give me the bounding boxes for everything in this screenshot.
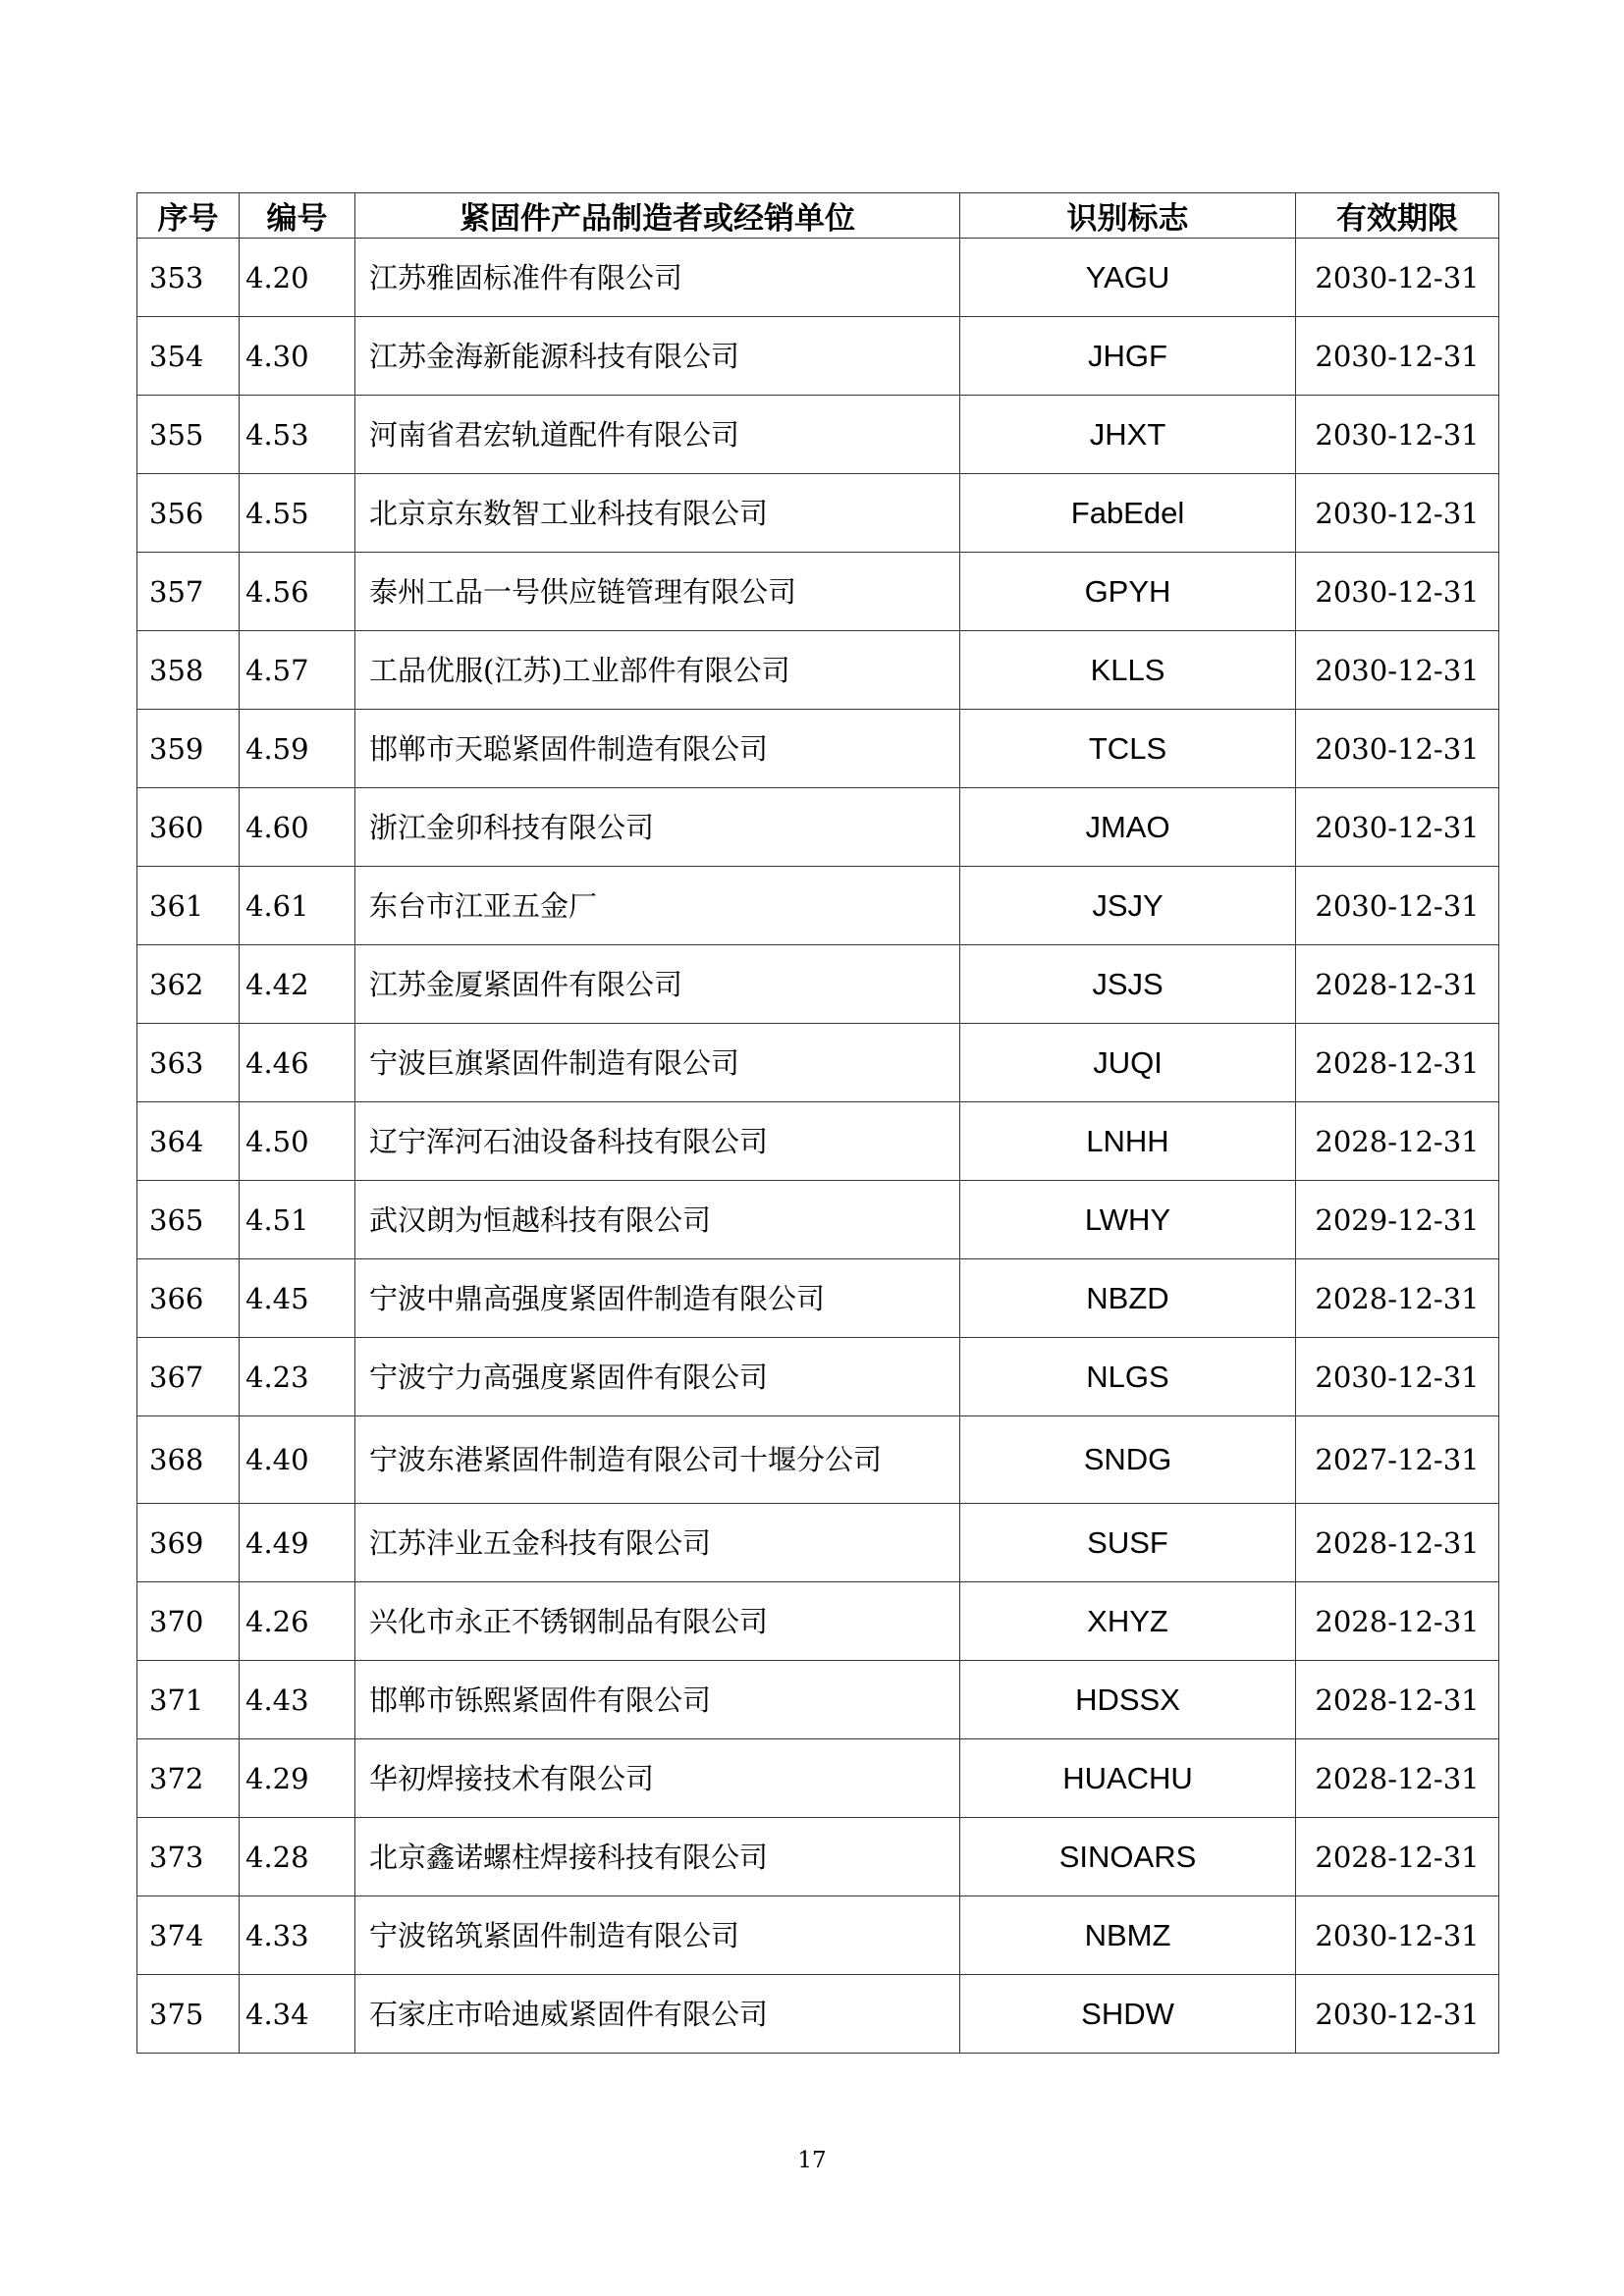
cell-seq: 363 [137, 1024, 240, 1102]
cell-mark: FabEdel [960, 474, 1296, 553]
cell-validity: 2030-12-31 [1296, 553, 1499, 631]
cell-unit: 宁波宁力高强度紧固件有限公司 [355, 1338, 960, 1416]
cell-code: 4.40 [240, 1416, 355, 1504]
registry-table [136, 192, 1499, 2054]
cell-unit: 北京京东数智工业科技有限公司 [355, 474, 960, 553]
cell-unit: 宁波中鼎高强度紧固件制造有限公司 [355, 1259, 960, 1338]
page-number: 17 [797, 2148, 827, 2173]
table-row [137, 1259, 1499, 1338]
cell-seq: 359 [137, 710, 240, 788]
table-row [137, 945, 1499, 1024]
cell-mark: JSJS [960, 945, 1296, 1024]
cell-validity: 2030-12-31 [1296, 1896, 1499, 1975]
cell-validity: 2028-12-31 [1296, 1582, 1499, 1661]
cell-unit: 北京鑫诺螺柱焊接科技有限公司 [355, 1818, 960, 1896]
cell-code: 4.23 [240, 1338, 355, 1416]
cell-seq: 367 [137, 1338, 240, 1416]
table-row [137, 867, 1499, 945]
cell-validity: 2030-12-31 [1296, 474, 1499, 553]
cell-code: 4.30 [240, 317, 355, 396]
cell-seq: 355 [137, 396, 240, 474]
cell-seq: 353 [137, 239, 240, 317]
cell-seq: 360 [137, 788, 240, 867]
cell-mark: NBMZ [960, 1896, 1296, 1975]
cell-unit: 宁波东港紧固件制造有限公司十堰分公司 [355, 1416, 960, 1504]
cell-seq: 364 [137, 1102, 240, 1181]
cell-validity: 2030-12-31 [1296, 317, 1499, 396]
table-row [137, 1338, 1499, 1416]
cell-unit: 泰州工品一号供应链管理有限公司 [355, 553, 960, 631]
table-row [137, 1739, 1499, 1818]
cell-validity: 2028-12-31 [1296, 1024, 1499, 1102]
header-seq: 序号 [137, 193, 240, 239]
cell-code: 4.28 [240, 1818, 355, 1896]
header-code: 编号 [240, 193, 355, 239]
cell-validity: 2030-12-31 [1296, 1975, 1499, 2054]
cell-mark: NBZD [960, 1259, 1296, 1338]
cell-mark: XHYZ [960, 1582, 1296, 1661]
table-row [137, 553, 1499, 631]
cell-validity: 2028-12-31 [1296, 1818, 1499, 1896]
cell-unit: 宁波铭筑紧固件制造有限公司 [355, 1896, 960, 1975]
cell-code: 4.34 [240, 1975, 355, 2054]
cell-seq: 358 [137, 631, 240, 710]
cell-seq: 373 [137, 1818, 240, 1896]
cell-validity: 2030-12-31 [1296, 631, 1499, 710]
cell-code: 4.51 [240, 1181, 355, 1259]
cell-mark: SUSF [960, 1504, 1296, 1582]
cell-seq: 371 [137, 1661, 240, 1739]
table-row [137, 1504, 1499, 1582]
cell-seq: 354 [137, 317, 240, 396]
table-row [137, 1416, 1499, 1504]
table-row [137, 474, 1499, 553]
table-row [137, 788, 1499, 867]
cell-validity: 2028-12-31 [1296, 1739, 1499, 1818]
cell-seq: 370 [137, 1582, 240, 1661]
header-mark: 识别标志 [960, 193, 1296, 239]
cell-seq: 361 [137, 867, 240, 945]
cell-code: 4.42 [240, 945, 355, 1024]
table-row [137, 1896, 1499, 1975]
cell-mark: JUQI [960, 1024, 1296, 1102]
cell-code: 4.59 [240, 710, 355, 788]
cell-unit: 江苏金海新能源科技有限公司 [355, 317, 960, 396]
cell-unit: 华初焊接技术有限公司 [355, 1739, 960, 1818]
cell-mark: JHXT [960, 396, 1296, 474]
cell-validity: 2030-12-31 [1296, 1338, 1499, 1416]
cell-code: 4.46 [240, 1024, 355, 1102]
cell-code: 4.60 [240, 788, 355, 867]
cell-mark: TCLS [960, 710, 1296, 788]
cell-code: 4.55 [240, 474, 355, 553]
cell-seq: 372 [137, 1739, 240, 1818]
cell-unit: 石家庄市哈迪威紧固件有限公司 [355, 1975, 960, 2054]
table-row [137, 710, 1499, 788]
table-row [137, 1661, 1499, 1739]
cell-unit: 河南省君宏轨道配件有限公司 [355, 396, 960, 474]
cell-mark: KLLS [960, 631, 1296, 710]
cell-code: 4.49 [240, 1504, 355, 1582]
cell-unit: 宁波巨旗紧固件制造有限公司 [355, 1024, 960, 1102]
table-row [137, 1818, 1499, 1896]
cell-unit: 江苏沣业五金科技有限公司 [355, 1504, 960, 1582]
cell-mark: LNHH [960, 1102, 1296, 1181]
cell-validity: 2030-12-31 [1296, 396, 1499, 474]
cell-code: 4.45 [240, 1259, 355, 1338]
table-row [137, 631, 1499, 710]
table-row [137, 1024, 1499, 1102]
table-row [137, 239, 1499, 317]
cell-unit: 邯郸市铄熙紧固件有限公司 [355, 1661, 960, 1739]
cell-code: 4.56 [240, 553, 355, 631]
cell-seq: 365 [137, 1181, 240, 1259]
cell-mark: JSJY [960, 867, 1296, 945]
cell-unit: 东台市江亚五金厂 [355, 867, 960, 945]
table-row [137, 1975, 1499, 2054]
cell-validity: 2028-12-31 [1296, 1661, 1499, 1739]
cell-code: 4.43 [240, 1661, 355, 1739]
cell-mark: JMAO [960, 788, 1296, 867]
table-row [137, 1181, 1499, 1259]
cell-validity: 2030-12-31 [1296, 867, 1499, 945]
cell-seq: 374 [137, 1896, 240, 1975]
cell-unit: 邯郸市天聪紧固件制造有限公司 [355, 710, 960, 788]
cell-mark: SNDG [960, 1416, 1296, 1504]
cell-unit: 江苏金厦紧固件有限公司 [355, 945, 960, 1024]
cell-validity: 2028-12-31 [1296, 945, 1499, 1024]
cell-validity: 2030-12-31 [1296, 788, 1499, 867]
cell-unit: 江苏雅固标准件有限公司 [355, 239, 960, 317]
table-row [137, 1582, 1499, 1661]
cell-seq: 369 [137, 1504, 240, 1582]
cell-validity: 2028-12-31 [1296, 1504, 1499, 1582]
header-validity: 有效期限 [1296, 193, 1499, 239]
cell-validity: 2027-12-31 [1296, 1416, 1499, 1504]
cell-mark: HDSSX [960, 1661, 1296, 1739]
cell-seq: 375 [137, 1975, 240, 2054]
cell-validity: 2030-12-31 [1296, 239, 1499, 317]
table-header-row [137, 193, 1499, 239]
cell-mark: HUACHU [960, 1739, 1296, 1818]
cell-code: 4.61 [240, 867, 355, 945]
cell-seq: 357 [137, 553, 240, 631]
cell-seq: 362 [137, 945, 240, 1024]
cell-mark: SHDW [960, 1975, 1296, 2054]
cell-mark: SINOARS [960, 1818, 1296, 1896]
cell-code: 4.57 [240, 631, 355, 710]
cell-unit: 辽宁浑河石油设备科技有限公司 [355, 1102, 960, 1181]
cell-mark: NLGS [960, 1338, 1296, 1416]
cell-validity: 2030-12-31 [1296, 710, 1499, 788]
cell-unit: 武汉朗为恒越科技有限公司 [355, 1181, 960, 1259]
cell-mark: GPYH [960, 553, 1296, 631]
cell-code: 4.26 [240, 1582, 355, 1661]
table-body [137, 239, 1499, 2054]
header-unit: 紧固件产品制造者或经销单位 [355, 193, 960, 239]
cell-validity: 2028-12-31 [1296, 1259, 1499, 1338]
table-row [137, 317, 1499, 396]
cell-seq: 368 [137, 1416, 240, 1504]
cell-mark: LWHY [960, 1181, 1296, 1259]
cell-validity: 2028-12-31 [1296, 1102, 1499, 1181]
cell-unit: 工品优服(江苏)工业部件有限公司 [355, 631, 960, 710]
cell-validity: 2029-12-31 [1296, 1181, 1499, 1259]
table-row [137, 1102, 1499, 1181]
table-row [137, 396, 1499, 474]
cell-seq: 366 [137, 1259, 240, 1338]
cell-code: 4.33 [240, 1896, 355, 1975]
cell-mark: JHGF [960, 317, 1296, 396]
cell-code: 4.29 [240, 1739, 355, 1818]
cell-unit: 浙江金卯科技有限公司 [355, 788, 960, 867]
cell-mark: YAGU [960, 239, 1296, 317]
cell-code: 4.50 [240, 1102, 355, 1181]
cell-unit: 兴化市永正不锈钢制品有限公司 [355, 1582, 960, 1661]
cell-code: 4.20 [240, 239, 355, 317]
cell-code: 4.53 [240, 396, 355, 474]
cell-seq: 356 [137, 474, 240, 553]
